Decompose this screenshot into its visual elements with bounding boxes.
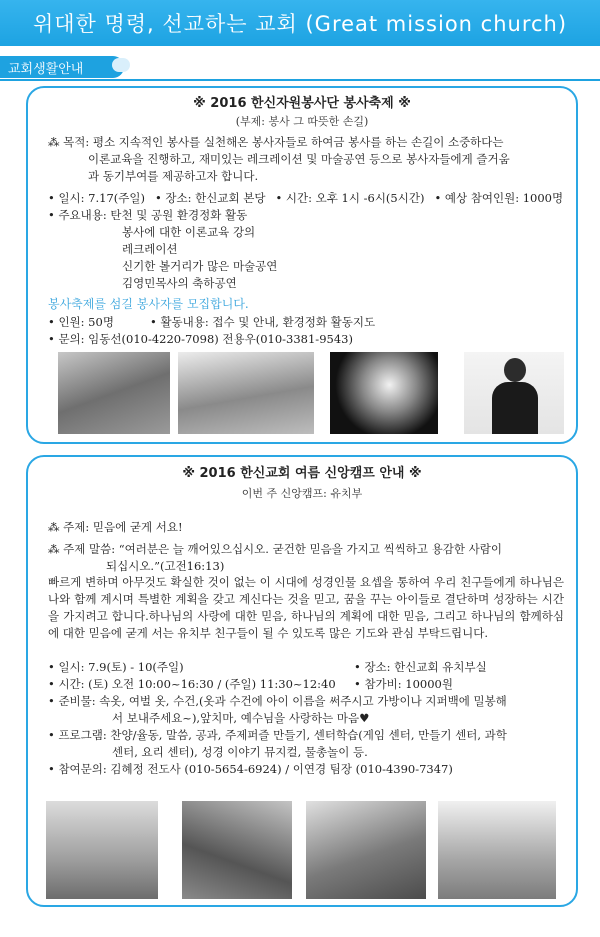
- camp-place: • 장소: 한신교회 유치부실: [354, 660, 487, 674]
- recruit-personnel: • 인원: 50명: [48, 315, 114, 329]
- camp-title: ※ 2016 한신교회 여름 신앙캠프 안내 ※: [182, 466, 422, 481]
- festival-photo-cleanup: [58, 352, 170, 434]
- cloud-icon: [112, 58, 130, 72]
- festival-purpose-line: ⁂ 목적: 평소 지속적인 봉사를 실천해온 봉사자들로 하여금 봉사를 하는 손길이 소중하다는: [48, 135, 504, 149]
- page-banner: [0, 0, 600, 46]
- camp-photo-children-seated: [46, 801, 158, 899]
- festival-info-row: [48, 190, 563, 207]
- camp-fee: • 참가비: 10000원: [354, 677, 453, 691]
- camp-supplies-line: 서 보내주세요~),앞치마, 예수님을 사랑하는 마음♥: [112, 711, 370, 725]
- section-tab: [0, 56, 124, 78]
- festival-time: • 시간: 오후 1시 -6시(5시간): [275, 191, 425, 205]
- camp-subtitle: 이번 주 신앙캠프: 유치부: [241, 487, 363, 500]
- festival-title: ※ 2016 한신자원봉사단 봉사축제 ※: [193, 96, 411, 111]
- festival-photo-speaker: [464, 352, 564, 434]
- camp-info-row: [48, 676, 453, 693]
- camp-time: • 시간: (토) 오전 10:00~16:30 / (주일) 11:30~12:40: [48, 677, 336, 691]
- camp-photo-dance: [438, 801, 556, 899]
- camp-inquiry: • 참여문의: 김혜정 전도사 (010-5654-6924) / 이연경 팀장 (010-4390-7347): [48, 762, 453, 776]
- camp-program-line: 센터, 요리 센터), 성경 이야기 뮤지컬, 물총놀이 등.: [112, 745, 368, 759]
- camp-theme: ⁂ 주제: 믿음에 굳게 서요!: [48, 520, 183, 534]
- festival-contents-label: • 주요내용: 탄천 및 공원 환경정화 활동: [48, 208, 248, 222]
- festival-content-item: 봉사에 대한 이론교육 강의: [122, 225, 256, 239]
- festival-attendance: • 예상 참여인원: 1000명: [434, 191, 564, 205]
- recruit-heading: 봉사축제를 섬길 봉사자를 모집합니다.: [48, 297, 249, 311]
- festival-card: [26, 86, 578, 444]
- festival-content-item: 김영민목사의 축하공연: [122, 276, 237, 290]
- festival-contact: • 문의: 임동선(010-4220-7098) 전용우(010-3381-9543): [48, 332, 353, 346]
- festival-photo-magic-show: [330, 352, 438, 434]
- camp-photo-teacher: [306, 801, 426, 899]
- camp-card: [26, 455, 578, 907]
- festival-place: • 장소: 한신교회 본당: [154, 191, 266, 205]
- festival-content-item: 신기한 볼거리가 많은 마술공연: [122, 259, 278, 273]
- camp-date: • 일시: 7.9(토) - 10(주일): [48, 660, 184, 674]
- recruit-info-row: [48, 314, 375, 331]
- camp-photo-activity: [182, 801, 292, 899]
- festival-content-item: 레크레이션: [122, 242, 178, 256]
- recruit-activity: • 활동내용: 접수 및 안내, 환경정화 활동지도: [150, 315, 376, 329]
- camp-verse-line: ⁂ 주제 말씀: “여러분은 늘 깨어있으십시오. 굳건한 믿음을 가지고 씩씩하고 용감한 사람이: [48, 542, 502, 556]
- camp-program-line: • 프로그램: 찬양/율동, 말씀, 공과, 주제퍼즐 만들기, 센터학습(게임 센터, 만들기 센터, 과학: [48, 728, 507, 742]
- festival-photo-group: [178, 352, 314, 434]
- banner-title: 위대한 명령, 선교하는 교회 (Great mission church): [32, 12, 568, 36]
- festival-purpose-line: 과 동기부여를 제공하고자 합니다.: [88, 169, 259, 183]
- camp-verse-line: 되십시오.”(고전16:13): [106, 559, 225, 573]
- section-label: 교회생활안내: [8, 61, 84, 77]
- section-divider: [0, 79, 600, 81]
- camp-description: 빠르게 변하며 아무것도 확실한 것이 없는 이 시대에 성경인물 요셉을 통하여 우리 친구들에게 하나님은 나와 함께 계시며 특별한 계획을 갖고 계신다는 것을 믿고, 꿈을 꾸는 아이들로 결단하며 성장하는 시간을 가지려고 합니다.하나님의 사랑에 대한 믿음, 하나님의 계획에 대한 믿음, 그리고 하나님의 함께하심에 대한 믿음에 굳게 서는 유치부 친구들이 될 수 있도록 많은 기도와 관심 부탁드립니다.: [48, 575, 564, 640]
- camp-supplies-line: • 준비물: 속옷, 여벌 옷, 수건,(옷과 수건에 아이 이름을 써주시고 가방이나 지퍼백에 밀봉해: [48, 694, 507, 708]
- festival-purpose-line: 이론교육을 진행하고, 재미있는 레크레이션 및 마술공연 등으로 봉사자들에게 즐거움: [88, 152, 510, 166]
- festival-date: • 일시: 7.17(주일): [48, 191, 145, 205]
- camp-info-row: [48, 659, 487, 676]
- festival-subtitle: (부제: 봉사 그 따뜻한 손길): [235, 115, 369, 128]
